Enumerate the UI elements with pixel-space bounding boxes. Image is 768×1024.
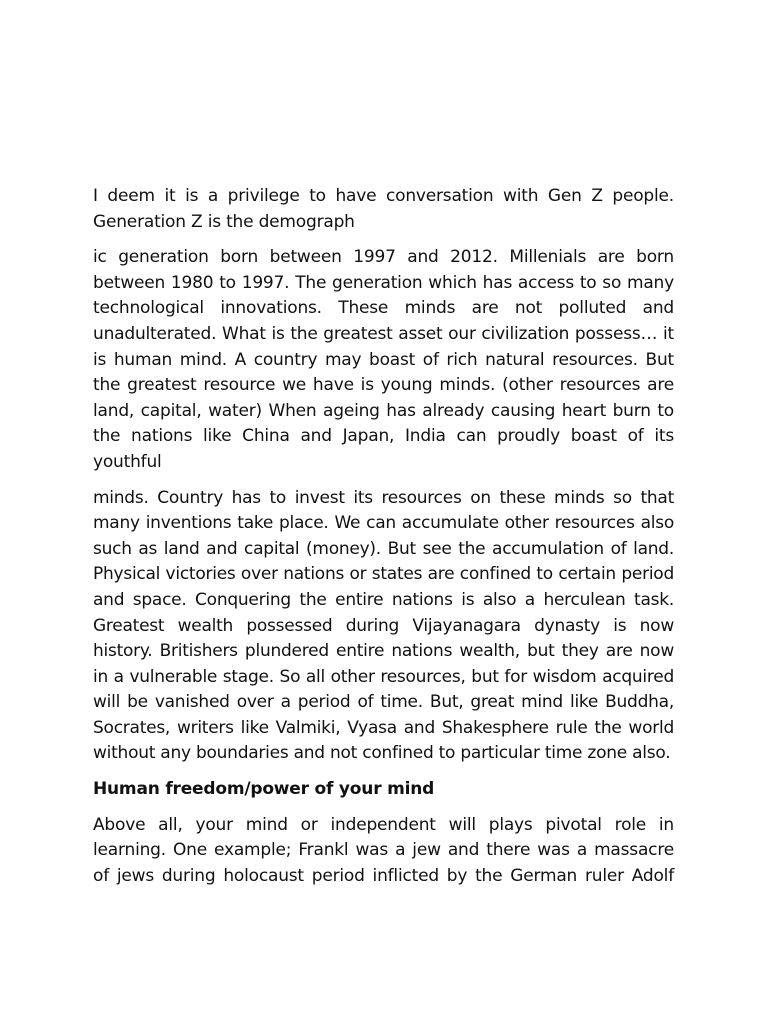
paragraph-minds: minds. Country has to invest its resources on these minds so that many inventions take place. We can accumulate other resources also such as land and capital (money). But see the accumulation of land. Physical victories over nations or states are confined to certain period and space. Conquering the entire nations is also a herculean task. Greatest wealth possessed during Vijayanagara dynasty is now history. Britishers plundered entire nations wealth, but they are now in a vulnerable stage. So all other resources, but for wisdom acquired will be vanished over a period of time. But, great mind like Buddha, Socrates, writers like Valmiki, Vyasa and Shakesphere rule the world without any boundaries and not confined to particular time zone also. [93, 487, 674, 764]
paragraph-freedom: Above all, your mind or independent will plays pivotal role in learning. One example; Frankl was a jew and there was a massacre of jews during holocaust period inflicted by the German ruler Adolf [93, 814, 674, 886]
document-body [93, 184, 674, 899]
section-heading: Human freedom/power of your mind [93, 779, 435, 800]
paragraph-generations: ic generation born between 1997 and 2012. Millenials are born between 1980 to 1997. The generation which has access to so many technological innovations. These minds are not polluted and unadulterated. What is the greatest asset our civilization possess… it is human mind. A country may boast of rich natural resources. But the greatest resource we have is young minds. (other resources are land, capital, water) When ageing has already causing heart burn to the nations like China and Japan, India can proudly boast of its youthful [93, 247, 674, 472]
paragraph-intro: I deem it is a privilege to have conversation with Gen Z people. Generation Z is the demograph [93, 186, 674, 232]
